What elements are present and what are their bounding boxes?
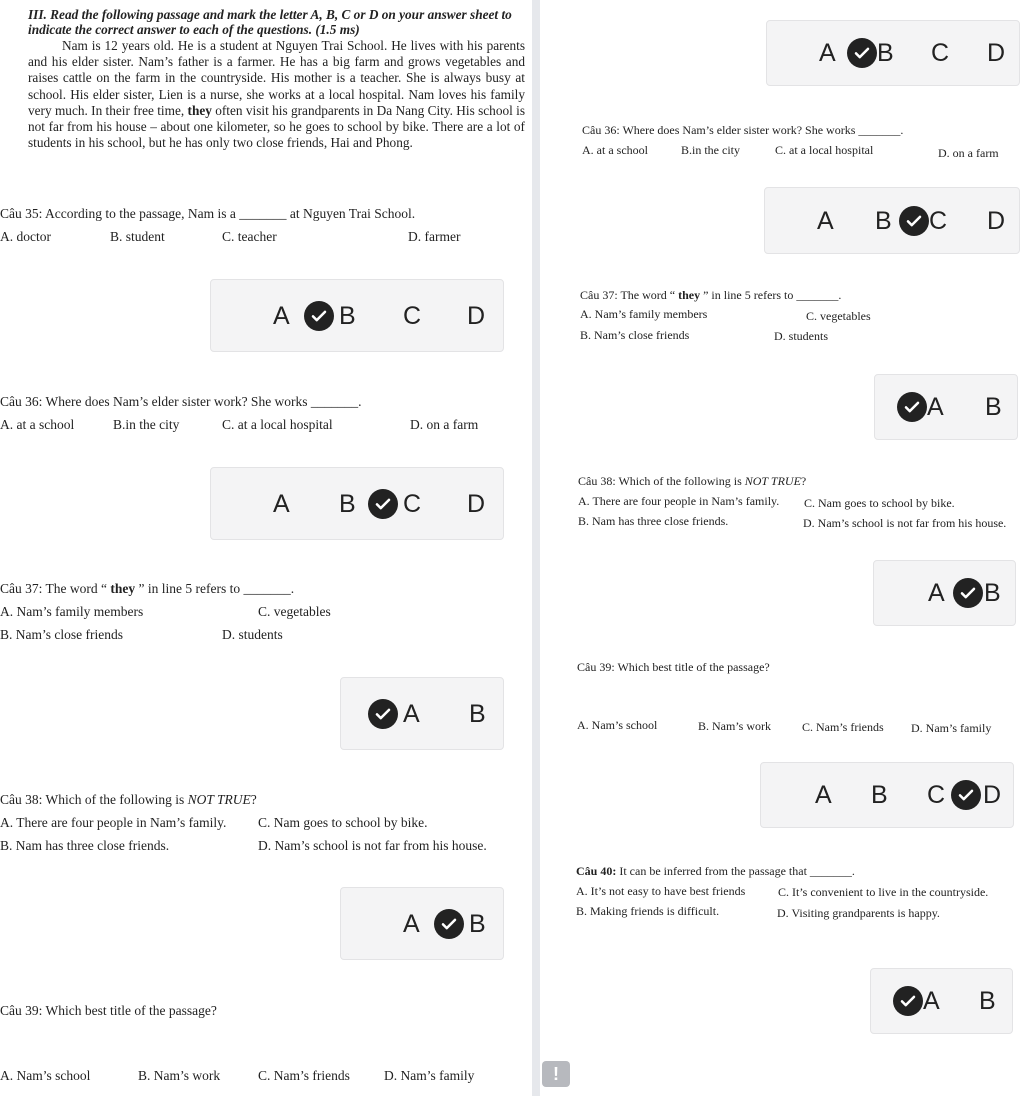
option-c: C. Nam goes to school by bike. xyxy=(258,815,428,830)
answer-a-button[interactable]: A xyxy=(817,206,834,235)
question-36-stem: Câu 36: Where does Nam’s elder sister work? She works _______. xyxy=(582,123,904,137)
option-a: A. Nam’s family members xyxy=(0,604,144,619)
option-d: D. on a farm xyxy=(938,146,999,160)
answer-a-button[interactable]: A xyxy=(923,987,940,1015)
answer-panel-q36 xyxy=(210,467,504,540)
option-b: B. student xyxy=(110,229,165,244)
answer-c-button[interactable]: C xyxy=(929,206,948,235)
answer-a-button[interactable]: A xyxy=(403,909,420,938)
option-c: C. vegetables xyxy=(258,604,331,619)
option-a: A. It’s not easy to have best friends xyxy=(576,884,746,898)
option-a: A. Nam’s school xyxy=(577,718,658,732)
option-d: D. farmer xyxy=(408,229,461,244)
answer-panel-q35 xyxy=(766,20,1020,86)
answer-b-button[interactable]: B xyxy=(339,489,356,518)
answer-b-button[interactable]: B xyxy=(979,987,996,1015)
check-icon xyxy=(897,392,927,422)
option-a: A. Nam’s family members xyxy=(580,307,708,321)
answer-a-button[interactable]: A xyxy=(815,781,832,809)
option-d: D. students xyxy=(222,627,283,642)
answer-d-button[interactable]: D xyxy=(987,39,1006,67)
question-39-stem: Câu 39: Which best title of the passage? xyxy=(577,660,770,674)
answer-panel-q35 xyxy=(210,279,504,352)
option-c: C. at a local hospital xyxy=(222,417,333,432)
answer-c-button[interactable]: C xyxy=(403,301,422,330)
answer-b-button[interactable]: B xyxy=(984,579,1001,607)
option-d: D. Nam’s family xyxy=(384,1068,475,1083)
question-35-stem: Câu 35: According to the passage, Nam is a _______ at Nguyen Trai School. xyxy=(0,206,416,221)
question-36-stem: Câu 36: Where does Nam’s elder sister work? She works _______. xyxy=(0,394,362,409)
option-a: A. Nam’s school xyxy=(0,1068,91,1083)
option-c: C. It’s convenient to live in the countryside. xyxy=(778,885,989,899)
answer-d-button[interactable]: D xyxy=(983,781,1002,809)
answer-panel-q36 xyxy=(764,187,1020,254)
option-a: A. at a school xyxy=(582,143,648,157)
check-icon xyxy=(953,578,983,608)
answer-d-button[interactable]: D xyxy=(467,489,486,518)
check-icon xyxy=(304,301,334,331)
alert-icon[interactable]: ! xyxy=(542,1061,570,1087)
answer-a-button[interactable]: A xyxy=(273,301,290,330)
question-39-stem: Câu 39: Which best title of the passage? xyxy=(0,1003,217,1018)
question-40-stem: Câu 40: It can be inferred from the passage that _______. xyxy=(576,864,855,878)
option-b: B.in the city xyxy=(681,143,740,157)
answer-c-button[interactable]: C xyxy=(403,489,422,518)
option-a: A. doctor xyxy=(0,229,51,244)
check-icon xyxy=(368,489,398,519)
option-c: C. teacher xyxy=(222,229,277,244)
option-b: B. Nam has three close friends. xyxy=(578,514,729,528)
answer-b-button[interactable]: B xyxy=(877,39,894,67)
answer-a-button[interactable]: A xyxy=(273,489,290,518)
question-38-stem: Câu 38: Which of the following is NOT TRUE? xyxy=(578,474,807,488)
check-icon xyxy=(368,699,398,729)
option-b: B. Nam’s close friends xyxy=(0,627,123,642)
check-icon xyxy=(951,780,981,810)
answer-a-button[interactable]: A xyxy=(928,579,945,607)
option-b: B. Making friends is difficult. xyxy=(576,904,720,918)
answer-panel-q40 xyxy=(870,968,1013,1034)
answer-b-button[interactable]: B xyxy=(871,781,888,809)
answer-b-button[interactable]: B xyxy=(469,909,486,938)
answer-b-button[interactable]: B xyxy=(469,699,486,728)
check-icon xyxy=(847,38,877,68)
option-a: A. There are four people in Nam’s family. xyxy=(578,494,780,508)
option-b: B. Nam has three close friends. xyxy=(0,838,170,853)
option-b: B.in the city xyxy=(113,417,180,432)
option-d: D. Nam’s family xyxy=(911,721,992,735)
option-d: D. Nam’s school is not far from his house. xyxy=(803,516,1007,530)
question-37-stem: Câu 37: The word “ they ” in line 5 refers to _______. xyxy=(580,288,842,302)
answer-c-button[interactable]: C xyxy=(927,781,946,809)
answer-d-button[interactable]: D xyxy=(467,301,486,330)
check-icon xyxy=(899,206,929,236)
option-d: D. on a farm xyxy=(410,417,479,432)
answer-a-button[interactable]: A xyxy=(927,393,944,421)
answer-b-button[interactable]: B xyxy=(985,393,1002,421)
answer-c-button[interactable]: C xyxy=(931,39,950,67)
answer-panel-q37 xyxy=(340,677,504,750)
answer-panel-q37 xyxy=(874,374,1018,440)
option-b: B. Nam’s close friends xyxy=(580,328,690,342)
option-c: C. Nam goes to school by bike. xyxy=(804,496,955,510)
reading-passage: Nam is 12 years old. He is a student at Nguyen Trai School. He lives with his parents and his elder sister. Nam’s father is a farmer. He has a big farm and grows vegetables and raises cattle on the farm in the countryside. His mother is a teacher. She is always busy at school. His elder sister, Lien is a nurse, she works at a local hospital. Nam loves his family very much. In their free time, they often visit his grandparents in Da Nang City. His school is not far from his house – about one kilometer, so he goes to school by bike. There are a lot of students in his school, but he has only two close friends, Hai and Phong. xyxy=(28,38,526,151)
option-a: A. There are four people in Nam’s family. xyxy=(0,815,227,830)
answer-b-button[interactable]: B xyxy=(875,206,892,235)
option-c: C. Nam’s friends xyxy=(258,1068,350,1083)
answer-a-button[interactable]: A xyxy=(819,39,836,67)
option-d: D. Nam’s school is not far from his house. xyxy=(258,838,487,853)
answer-d-button[interactable]: D xyxy=(987,206,1006,235)
answer-panel-q39 xyxy=(760,762,1014,828)
option-a: A. at a school xyxy=(0,417,75,432)
section-heading: III. Read the following passage and mark the letter A, B, C or D on your answer sheet to indicate the correct answer to each of the questions. (1.5 ms) xyxy=(28,7,512,37)
option-c: C. vegetables xyxy=(806,309,871,323)
check-icon xyxy=(893,986,923,1016)
answer-b-button[interactable]: B xyxy=(339,301,356,330)
option-c: C. at a local hospital xyxy=(775,143,874,157)
option-d: D. Visiting grandparents is happy. xyxy=(777,906,940,920)
answer-a-button[interactable]: A xyxy=(403,699,420,728)
option-d: D. students xyxy=(774,329,828,343)
question-37-stem: Câu 37: The word “ they ” in line 5 refers to _______. xyxy=(0,581,295,596)
option-b: B. Nam’s work xyxy=(698,719,771,733)
right-page xyxy=(540,0,1024,1096)
answer-panel-q38 xyxy=(873,560,1016,626)
question-38-stem: Câu 38: Which of the following is NOT TRUE? xyxy=(0,792,257,807)
check-icon xyxy=(434,909,464,939)
option-c: C. Nam’s friends xyxy=(802,720,884,734)
answer-panel-q38 xyxy=(340,887,504,960)
option-b: B. Nam’s work xyxy=(138,1068,221,1083)
